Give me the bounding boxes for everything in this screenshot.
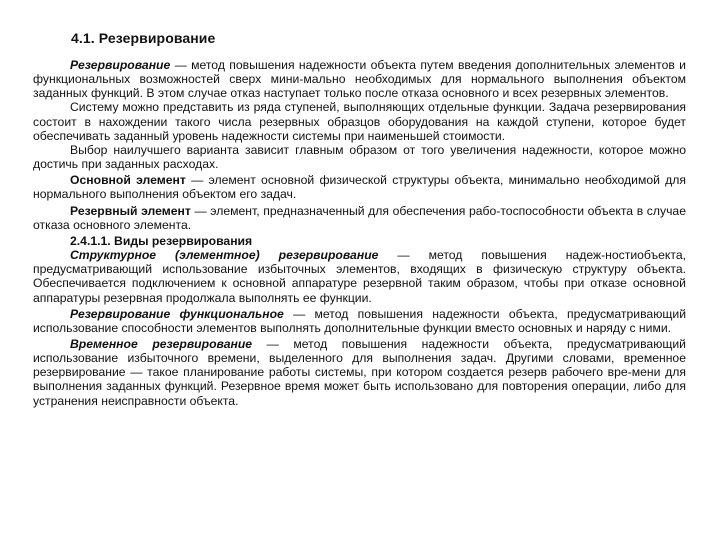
term-temporal: Временное резервирование [70,336,253,351]
term-structural: Структурное (элементное) резервирование [70,248,379,263]
definition-reserve-element: — элемент, предназначенный для обеспечения рабо-тоспособности объекта в случае отказа основного элемента. [33,203,686,232]
paragraph-reserve-element [33,204,686,232]
subsection-heading [33,234,686,248]
paragraph-temporal [33,337,686,408]
definition-main-element: — элемент основной физической структуры объекта, минимально необходимой для нормального выполнения объектом его задач. [33,173,686,202]
subsection-title: 2.4.1.1. Виды резервирования [70,233,253,248]
paragraph-text: Систему можно представить из ряда ступеней, выполняющих отдельные функции. Задача резервирования состоит в нахождении такого числа резервных образцов оборудования на каждой ступени, которое будет обеспечивать заданный уровень надежности системы при наименьшей стоимости. [33,100,686,143]
term-functional: Резервирование функциональное [70,306,284,321]
paragraph-structural [33,248,686,305]
paragraph-best-variant [33,143,686,171]
document-body [33,58,686,408]
term-reservation: Резервирование [70,58,171,72]
paragraph-system-steps [33,100,686,142]
term-reserve-element: Резервный элемент [70,203,191,218]
term-main-element: Основной элемент [70,173,186,188]
paragraph-reservation [33,58,686,100]
definition-reservation: — метод повышения надежности объекта путем введения дополнительных элементов и функциональных возможностей сверх мини-мально необходимых для нормального выполнения объектом заданных функций. В этом случае отказ наступает только после отказа основного и всех резервных элементов. [33,58,686,101]
paragraph-functional [33,307,686,335]
section-heading: 4.1. Резервирование [71,30,216,46]
paragraph-main-element [33,173,686,201]
definition-structural: — метод повышения надеж-ностиобъекта, предусматривающий использование избыточных элементов, входящих в физическую структуру объекта. Обеспечивается подключением к основной аппаратуре резервной таким образом, чтобы при отказе основной аппаратуры резервная продолжала выполнять ее функции. [33,248,686,305]
definition-functional: — метод повышения надежности объекта, предусматривающий использование способности элементов выполнять дополнительные функции вместо основных и наряду с ними. [33,306,686,335]
definition-temporal: — метод повышения надежности объекта, предусматривающий использование избыточного времени, выделенного для выполнения задач. Другими словами, временное резервирование — такое планирование работы системы, при котором создается резерв рабочего вре-мени для выполнения заданных функций. Резервное время может быть использовано для повторения операции, либо для устранения неисправности объекта. [33,336,686,408]
paragraph-text: Выбор наилучшего варианта зависит главным образом от того увеличения надежности, которое можно достичь при заданных расходах. [33,142,686,172]
